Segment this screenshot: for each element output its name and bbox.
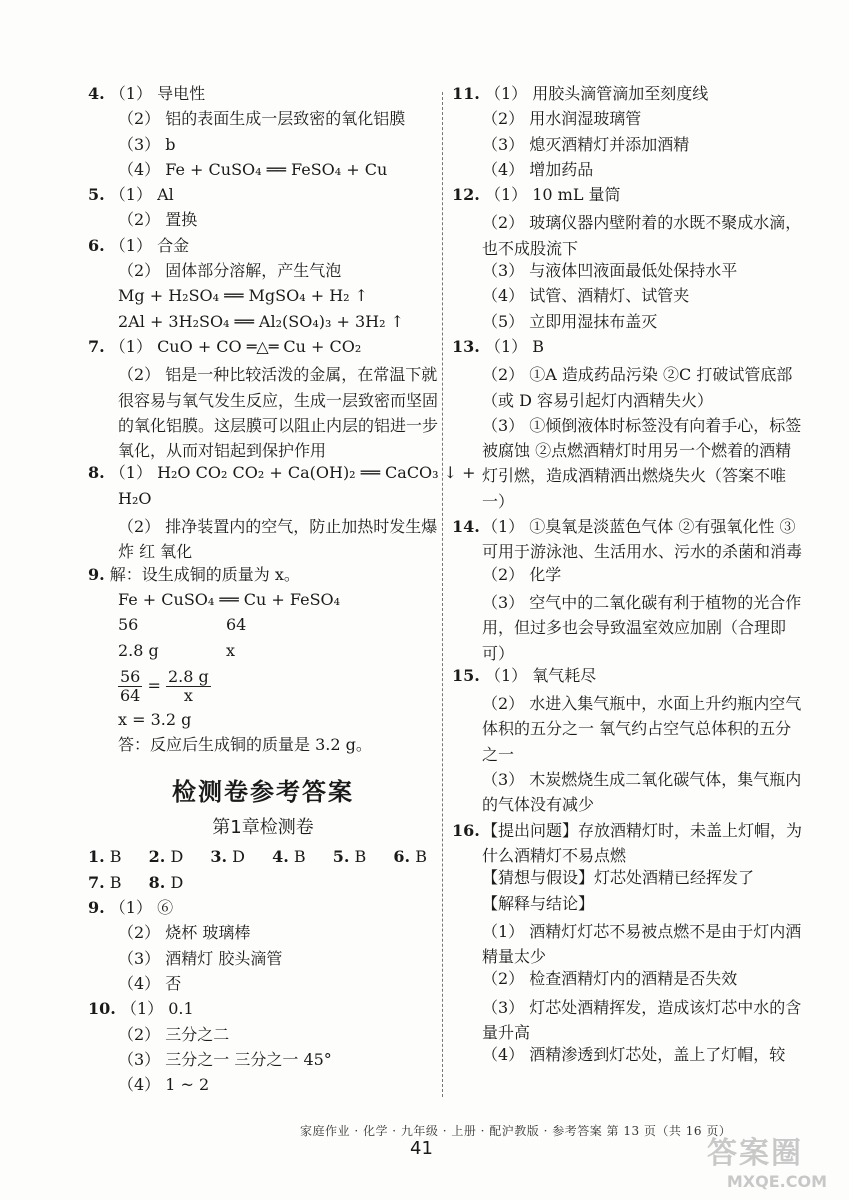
molar-mass: 56 <box>118 615 139 635</box>
answer-line: （1） 导电性 <box>109 84 206 103</box>
answer-line: （2） 置换 <box>118 210 198 230</box>
answer-line: （1） 合金 <box>109 235 190 255</box>
question-number: 13. <box>452 336 480 356</box>
question-number: 9. <box>88 898 105 918</box>
question-number: 12. <box>452 185 480 205</box>
answer-paragraph: （2） 排净装置内的空气，防止加热时发生爆炸 红 氧化 <box>118 517 438 562</box>
watermark-text: 答案圈 <box>707 1136 803 1171</box>
question-number: 11. <box>452 84 480 103</box>
question-number: 16. <box>452 820 480 840</box>
right-column <box>452 84 804 1071</box>
question-16: 16. 【提出问题】存放酒精灯时，未盖上灯帽，为什么酒精灯不易点燃 【猜想与假设】灯芯处酒精已经挥发了 【解释与结论】 （1） 酒精灯灯芯不易被点燃不是由于灯内酒精量太少 （2） 检查酒精灯内的酒精是否失效 （3） 灯芯处酒精挥发，造成该灯芯中水的含量升高 （4） 酒精渗透到灯芯处，盖上了灯帽，较 <box>452 818 804 1071</box>
equation-line: 2Al + 3H₂SO₄ ══ Al₂(SO₄)₃ + 3H₂ ↑ <box>118 311 404 331</box>
question-11: 11. （1） 用胶头滴管滴加至刻度线 （2） 用水润湿玻璃管 （3） 熄灭酒精灯并添加酒精 （4） 增加药品 <box>452 84 709 179</box>
question-number: 15. <box>452 665 480 685</box>
answer-line: （1） Al <box>109 185 174 205</box>
fraction: $\frac{56}{64}$ <box>120 666 141 705</box>
question-4 <box>88 84 438 185</box>
question-number: 6. <box>88 235 105 255</box>
question-number: 8. <box>88 463 105 483</box>
question-15: 15. （1） 氧气耗尽 （2） 水进入集气瓶中，水面上升约瓶内空气体积的五分之一 氧气约占空气总体积的五分之一 （3） 木炭燃烧生成二氧化碳气体，集气瓶内的气体没有减少 <box>452 665 802 815</box>
answer-line: 答：反应后生成铜的质量是 3.2 g。 <box>118 735 372 755</box>
multiple-choice-row: 7. B 8. D <box>88 872 184 892</box>
answer-line: （4） Fe + CuSO₄ ══ FeSO₄ + Cu <box>118 159 388 179</box>
equation-line: H₂O <box>118 488 152 508</box>
molar-mass: 64 <box>226 615 247 635</box>
equation-line: Mg + H₂SO₄ ══ MgSO₄ + H₂ ↑ <box>118 286 369 306</box>
column-divider <box>442 92 443 1097</box>
answer-line: 解：设生成铜的质量为 x。 <box>109 564 300 584</box>
watermark-url: MXQE.COM <box>726 1172 827 1191</box>
fraction: $\frac{2.8 g}{x}$ <box>167 666 209 705</box>
answer-paragraph: （2） 铝是一种比较活泼的金属，在常温下就很容易与氧气发生反应，生成一层致密而坚固的氧化铝膜。这层膜可以阻止内层的铝进一步氧化，从而对铝起到保护作用 <box>118 365 439 461</box>
question-number: 4. <box>88 84 105 103</box>
answer-line: （2） 固体部分溶解，产生气泡 <box>118 261 342 281</box>
question-14: 14. （1） ①臭氧是淡蓝色气体 ②有强氧化性 ③可用于游泳池、生活用水、污水的杀菌和消毒 （2） 化学 （3） 空气中的二氧化碳有利于植物的光合作用，但过多也会导致温室效应加剧（合理即可） <box>452 514 804 666</box>
watermark-logo <box>707 1128 827 1191</box>
question-12: 12. （1） 10 mL 量筒 （2） 玻璃仪器内壁附着的水既不聚成水滴，也不成股流下 （3） 与液体凹液面最低处保持水平 （4） 试管、酒精灯、试管夹 （5） 立即用湿抹布盖灭 <box>452 185 802 331</box>
question-number: 10. <box>88 999 116 1019</box>
question-number: 14. <box>452 517 480 537</box>
result-line: x = 3.2 g <box>118 709 192 729</box>
multiple-choice-row: 1. B 2. D 3. D 4. B 5. B 6. B <box>88 847 427 867</box>
chapter-question-9: 9. （1） ⑥ （2） 烧杯 玻璃棒 （3） 酒精灯 胶头滴管 （4） 否 <box>88 898 283 993</box>
section-title: 检测卷参考答案 <box>172 778 354 807</box>
chapter-question-10: 10. （1） 0.1 （2） 三分之二 （3） 三分之一 三分之一 45° （4） 1 ~ 2 <box>88 999 332 1095</box>
page-number: 41 <box>410 1138 433 1159</box>
question-number: 5. <box>88 185 105 205</box>
question-number: 7. <box>88 336 105 356</box>
question-6 <box>88 236 438 337</box>
mass-value: x <box>226 640 236 660</box>
equation-line: （1） H₂O CO₂ CO₂ + Ca(OH)₂ ══ CaCO₃ ↓ + <box>109 463 476 483</box>
equation-line: （1） CuO + CO ═△═ Cu + CO₂ <box>109 336 362 356</box>
mass-value: 2.8 g <box>118 640 159 660</box>
question-13: 13. （1） B （2） ①A 造成药品污染 ②C 打破试管底部（或 D 容易引起灯内酒精失火） （3） ①倾倒液体时标签没有向着手心，标签被腐蚀 ②点燃酒精灯时用另一个燃着的酒精灯引燃，造成酒精洒出燃烧失火（答案不唯一） <box>452 336 802 511</box>
equation-line: Fe + CuSO₄ ══ Cu + FeSO₄ <box>118 589 341 609</box>
answer-line: （3） b <box>118 134 176 154</box>
question-5 <box>88 185 438 236</box>
question-7 <box>88 337 438 463</box>
answer-line: （2） 铝的表面生成一层致密的氧化铝膜 <box>118 109 406 129</box>
chapter-title: 第1章检测卷 <box>212 817 314 839</box>
question-9: 9. 解：设生成铜的质量为 x。 Fe + CuSO₄ ══ Cu + FeSO₄ 56 64 2.8 g x $\frac{56}{64}$ = $\frac{2.8 g}{x}$ x = 3.2 g 答：反应后生成铜的质量是 3.2 g。 <box>88 565 438 761</box>
page-footer: 家庭作业 · 化学 · 九年级 · 上册 · 配沪教版 · 参考答案 第 13 页（共 16 页） <box>300 1124 732 1138</box>
question-number: 9. <box>88 564 105 584</box>
